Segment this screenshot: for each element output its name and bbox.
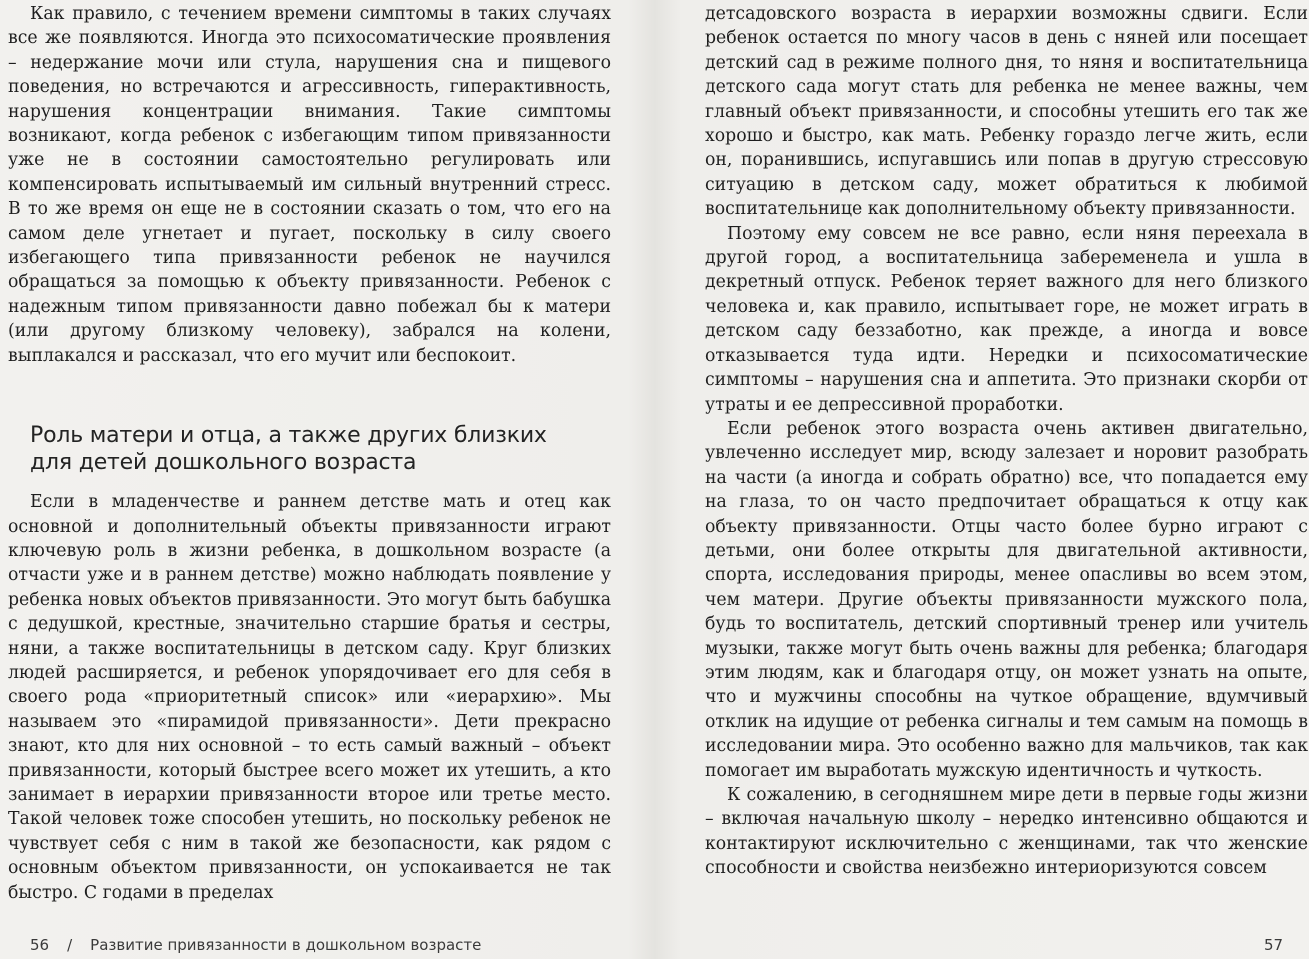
- page-number: 56: [30, 936, 50, 954]
- paragraph: Как правило, с течением времени симптомы в таких случаях все же появляются. Иногда это психосоматические проявления – недержание мочи или стула, нарушения сна и пищевого поведения, но встречаются и агрессивность, гиперактивность, нарушения концентрации внимания. Такие симптомы возникают, когда ребенок с избегающим типом привязанности уже не в состоянии самостоятельно регулировать или компенсировать испытываемый им сильный внутренний стресс. В то же время он еще не в состоянии сказать о том, что его на самом деле угнетает и пугает, поскольку в силу своего избегающего типа привязанности ребенок не научился обращаться за помощью к объекту привязанности. Ребенок с надежным типом привязанности давно побежал бы к матери (или другому близкому человеку), забрался на колени, выплакался и рассказал, что его мучит или беспокоит.: [8, 4, 611, 366]
- paragraph: К сожалению, в сегодняшнем мире дети в первые годы жизни – включая начальную школу – нередко интенсивно общаются и контактируют исключительно с женщинами, так что женские способности и свойства неизбежно интериоризуются совсем: [705, 785, 1308, 879]
- paragraph: детсадовского возраста в иерархии возможны сдвиги. Если ребенок остается по многу часов в день с няней или посещает детский сад в режиме полного дня, то няня и воспитательница детского сада могут стать для ребенка не менее важны, чем главный объект привязанности, и способны утешить его так же хорошо и быстро, как мать. Ребенку гораздо легче жить, если он, поранившись, испугавшись или попав в другую стрессовую ситуацию в детском саду, может обратиться к любимой воспитательнице как дополнительному объекту привязанности.: [705, 4, 1308, 220]
- section-heading: [30, 422, 611, 476]
- right-page-footer: [1264, 936, 1283, 954]
- section-heading-line-2: для детей дошкольного возраста: [30, 450, 417, 476]
- right-page: [705, 0, 1308, 881]
- left-page-body: [8, 0, 611, 368]
- page-number: 57: [1264, 936, 1284, 954]
- left-page: [8, 0, 611, 905]
- paragraph: Если в младенчестве и раннем детстве мать и отец как основной и дополнительный объекты привязанности играют ключевую роль в жизни ребенка, в дошкольном возрасте (а отчасти уже и в раннем детстве) можно наблюдать появление у ребенка новых объектов привязанности. Это могут быть бабушка с дедушкой, крестные, значительно старшие братья и сестры, няни, а также воспитательницы в детском саду. Круг близких людей расширяется, и ребенок упорядочивает его для себя в своего рода «приоритетный список» или «иерархию». Мы называем это «пирамидой привязанности». Дети прекрасно знают, кто для них основной – то есть самый важный – объект привязанности, который быстрее всего может их утешить, а кто занимает в иерархии привязанности второе или третье место. Такой человек тоже способен утешить, но поскольку ребенок не чувствует себя с ним в такой же безопасности, как рядом с основным объектом привязанности, он успокаивается не так быстро. С годами в пределах: [8, 492, 611, 903]
- left-page-footer: [30, 936, 481, 954]
- paragraph: Если ребенок этого возраста очень активен двигательно, увлеченно исследует мир, всюду залезает и норовит разобрать на части (а иногда и собрать обратно) все, что попадается ему на глаза, то он часто предпочитает обращаться к отцу как объекту привязанности. Отцы часто более бурно играют с детьми, они более открыты для двигательной активности, спорта, исследования природы, менее опасливы во всем этом, чем матери. Другие объекты привязанности мужского пола, будь то воспитатель, детский спортивный тренер или учитель музыки, также могут быть очень важны для ребенка; благодаря этим людям, как и благодаря отцу, он может узнать на опыте, что и мужчины способны на чуткое обращение, вдумчивый отклик на идущие от ребенка сигналы и тем самым на помощь в исследовании мира. Это особенно важно для мальчиков, так как помогает им выработать мужскую идентичность и чуткость.: [705, 418, 1308, 781]
- section-heading-line-1: Роль матери и отца, а также других близких: [30, 423, 547, 449]
- paragraph: Поэтому ему совсем не все равно, если няня переехала в другой город, а воспитательница забеременела и ушла в декретный отпуск. Ребенок теряет важного для него близкого человека и, как правило, испытывает горе, не может играть в детском саду беззаботно, как прежде, а иногда и вовсе отказывается туда идти. Нередки и психосоматические симптомы – нарушения сна и аппетита. Это признаки скорби от утраты и ее депрессивной проработки.: [705, 223, 1308, 415]
- right-page-body: [705, 0, 1308, 881]
- running-title: Развитие привязанности в дошкольном возрасте: [90, 936, 482, 954]
- footer-separator: /: [67, 936, 73, 954]
- left-page-section-body: [8, 490, 611, 905]
